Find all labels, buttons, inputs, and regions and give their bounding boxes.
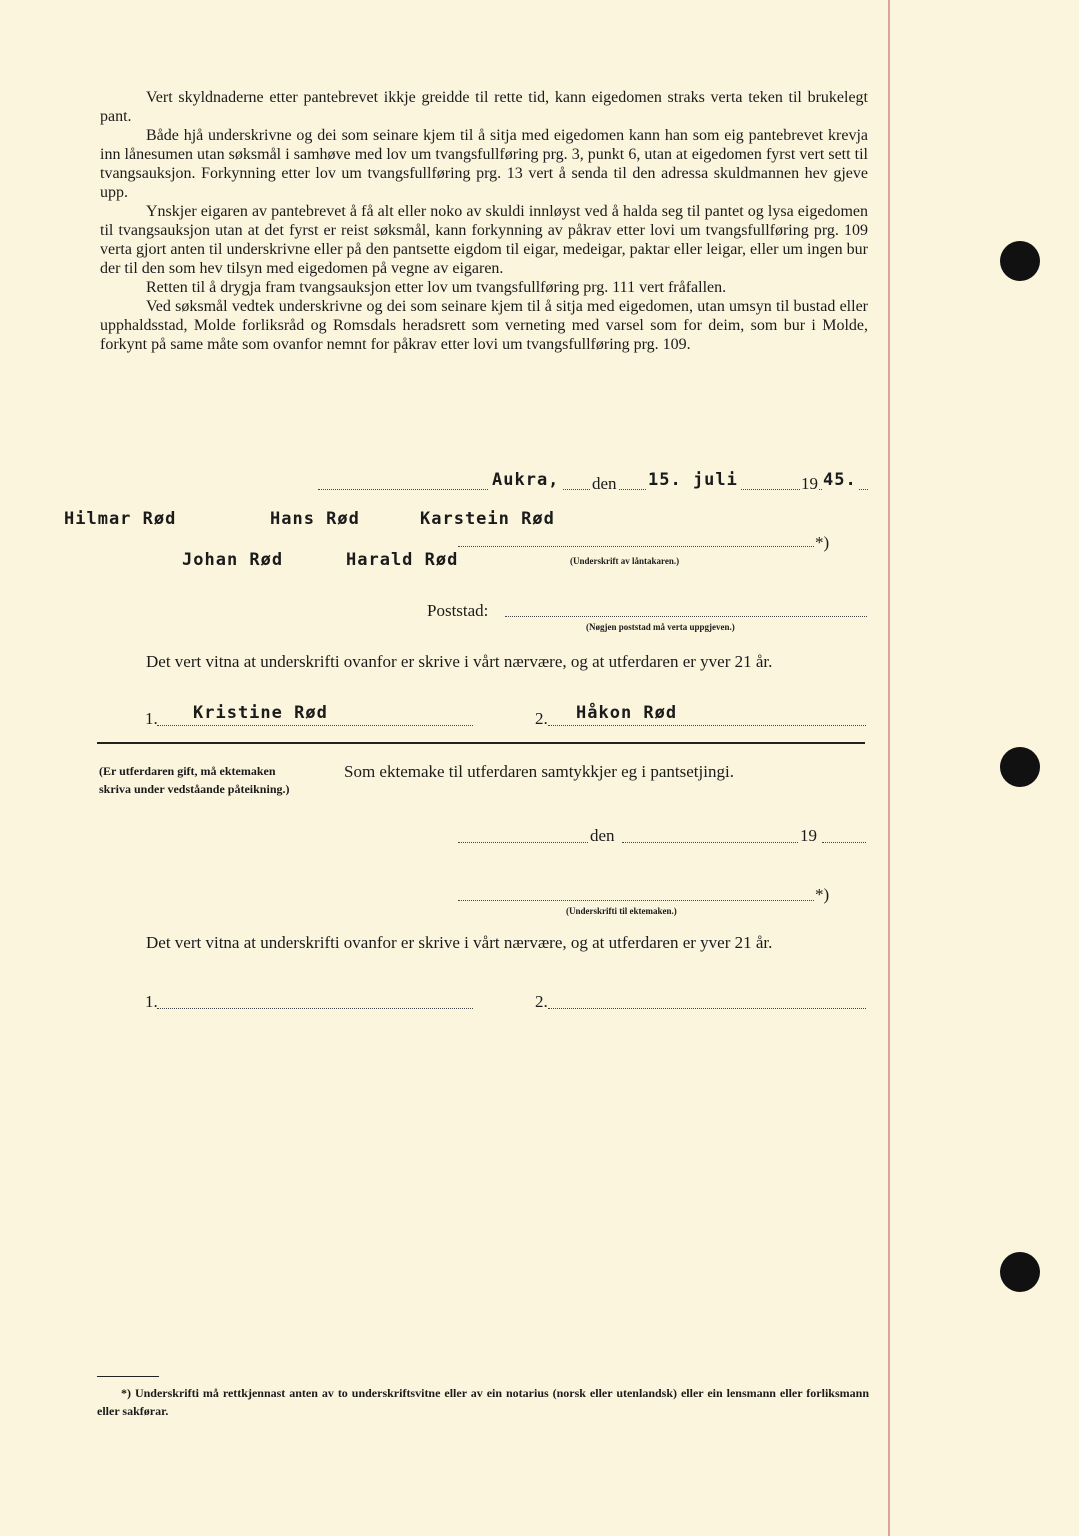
paragraph: Både hjå underskrivne og dei som seinare kjem til å sitja med eigedomen kann han som eig pantebrevet krevja inn lånesumen utan søksmål i samhøve med lov um tvangsfullføring prg. 3, punkt 6, utan at eigedomen fyrst vert sett til tvangsauksjon. Forkynning etter lov um tvangsfullføring prg. 13 vert å senda til den adressa skuldmannen hev gjeve upp. xyxy=(100,127,868,201)
spouse-date-line xyxy=(458,842,588,843)
punch-hole xyxy=(1000,747,1040,787)
witness-line xyxy=(157,725,473,726)
spouse-consent-text: Som ektemake til utferdaren samtykkjer eg i pantsetjingi. xyxy=(344,762,734,781)
witness-number: 2. xyxy=(535,992,548,1011)
poststad-line xyxy=(505,616,867,617)
witness-number: 1. xyxy=(145,709,158,728)
date-year-suffix: 45. xyxy=(823,470,857,490)
date-day-month: 15. juli xyxy=(648,470,738,490)
date-den-label: den xyxy=(592,474,617,493)
witness-text: Det vert vitna at underskrifti ovanfor er skrive i vårt nærvære, og at utferdaren er yver 21 år. xyxy=(146,652,773,671)
signer-name: Johan Rød xyxy=(182,550,284,570)
spouse-den-label: den xyxy=(590,826,615,845)
witness-name: Håkon Rød xyxy=(576,703,678,723)
section-divider xyxy=(97,742,865,744)
witness-text: Det vert vitna at underskrifti ovanfor er skrive i vårt nærvære, og at utferdaren er yver 21 år. xyxy=(146,933,773,952)
terms-text xyxy=(100,88,868,354)
footnote-rule xyxy=(97,1376,159,1377)
signer-name: Hilmar Rød xyxy=(64,509,177,529)
signature-caption: (Underskrift av låntakaren.) xyxy=(570,556,680,566)
date-place: Aukra, xyxy=(488,470,563,490)
spouse-date-line xyxy=(822,842,866,843)
witness-line xyxy=(548,1008,866,1009)
paragraph: Ynskjer eigaren av pantebrevet å få alt eller noko av skuldi innløyst ved å halda seg til pantet og lysa eigedomen til tvangsauksjon utan at det fyrst er reist søksmål, kann forkynning av påkrav etter lovi um tvangsfullføring prg. 109 verta gjort anten til underskrivne eller på den pantsette eigdom til eigar, medeigar, paktar eller leigar, eller um ingen bur der til den som hev tilsyn med eigedomen på vegne av eigaren. xyxy=(100,203,868,277)
spouse-note: (Er utferdaren gift, må ektemaken skriva under vedståande påteikning.) xyxy=(99,764,290,796)
borrower-signature-line xyxy=(458,546,814,547)
punch-hole xyxy=(1000,241,1040,281)
witness-line xyxy=(157,1008,473,1009)
witness-name: Kristine Rød xyxy=(193,703,328,723)
asterisk-mark: *) xyxy=(815,533,830,552)
asterisk-mark: *) xyxy=(815,885,830,904)
paragraph: Retten til å drygja fram tvangsauksjon etter lov um tvangsfullføring prg. 111 vert fråfallen. xyxy=(146,279,727,296)
witness-number: 1. xyxy=(145,992,158,1011)
paragraph: Vert skyldnaderne etter pantebrevet ikkje greidde til rette tid, kann eigedomen straks verta teken til brukelegt pant. xyxy=(100,89,868,125)
signer-name: Karstein Rød xyxy=(420,509,555,529)
paragraph: Ved søksmål vedtek underskrivne og dei som seinare kjem til å sitja med eigedomen, utan umsyn til bustad eller upphaldsstad, Molde forliksråd og Romsdals heradsrett som verneting med varsel som for deim, som bur i Molde, forkynt på same måte som ovanfor nemnt for påkrav etter lovi um tvangsfullføring prg. 109. xyxy=(100,298,868,353)
witness-number: 2. xyxy=(535,709,548,728)
poststad-label: Poststad: xyxy=(427,601,489,620)
signer-name: Harald Rød xyxy=(346,550,459,570)
margin-rule xyxy=(888,0,890,1536)
spouse-date-line xyxy=(622,842,798,843)
spouse-signature-line xyxy=(458,900,814,901)
signer-name: Hans Rød xyxy=(270,509,360,529)
spouse-caption: (Underskrifti til ektemaken.) xyxy=(566,906,677,916)
witness-line xyxy=(548,725,866,726)
poststad-caption: (Nøgjen poststad må verta uppgjeven.) xyxy=(586,622,735,632)
date-year-prefix: 19 xyxy=(801,474,818,493)
punch-hole xyxy=(1000,1252,1040,1292)
footnote: *) Underskrifti må rettkjennast anten av to underskriftsvitne eller av ein notarius (norsk eller utenlandsk) eller ein lensmann eller forliksmann eller sakførar. xyxy=(97,1386,869,1418)
spouse-year: 19 xyxy=(800,826,817,845)
